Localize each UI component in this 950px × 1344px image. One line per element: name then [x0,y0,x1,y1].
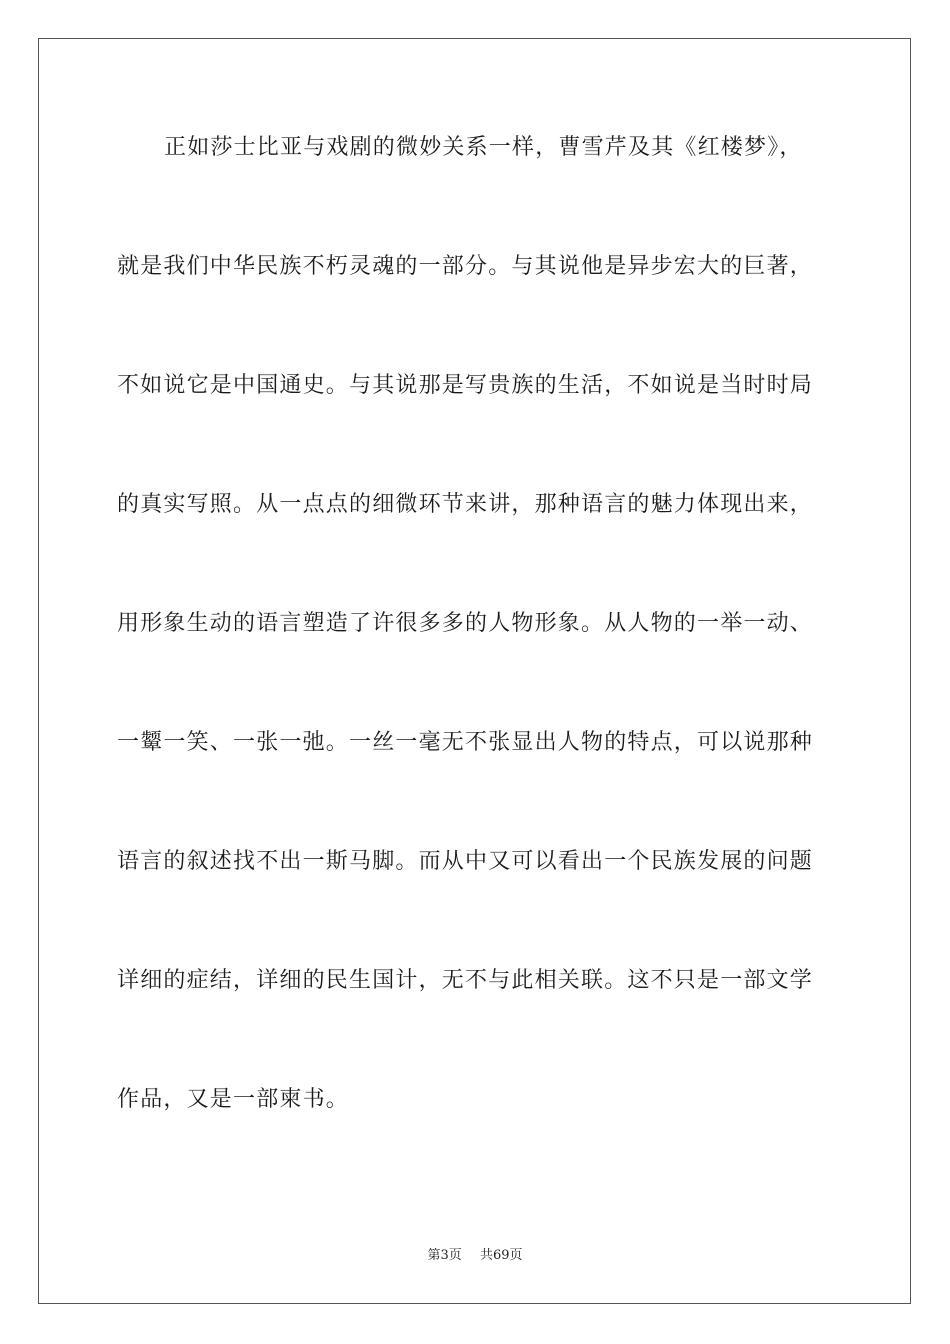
page-number-total: 共69页 [479,1248,523,1263]
paragraph-line: 正如莎士比亚与戏剧的微妙关系一样，曹雪芹及其《红楼梦》， [164,135,803,160]
paragraph-line: 用形象生动的语言塑造了许很多多的人物形象。从人物的一举一动、 [117,611,814,636]
page-footer [0,1247,950,1265]
paragraph-line: 的真实写照。从一点点的细微环节来讲，那种语言的魅力体现出来， [117,492,814,517]
paragraph-line: 语言的叙述找不出一斯马脚。而从中又可以看出一个民族发展的问题 [117,849,814,874]
page-number-current: 第3页 [427,1248,462,1263]
paragraph-line: 就是我们中华民族不朽灵魂的一部分。与其说他是异步宏大的巨著， [117,254,814,279]
paragraph-line: 不如说它是中国通史。与其说那是写贵族的生活，不如说是当时时局 [117,373,814,398]
paragraph-line: 作品，又是一部柬书。 [117,1087,350,1112]
paragraph-line: 详细的症结，详细的民生国计，无不与此相关联。这不只是一部文学 [117,968,814,993]
paragraph-line: 一颦一笑、一张一弛。一丝一毫无不张显出人物的特点，可以说那种 [117,730,814,755]
